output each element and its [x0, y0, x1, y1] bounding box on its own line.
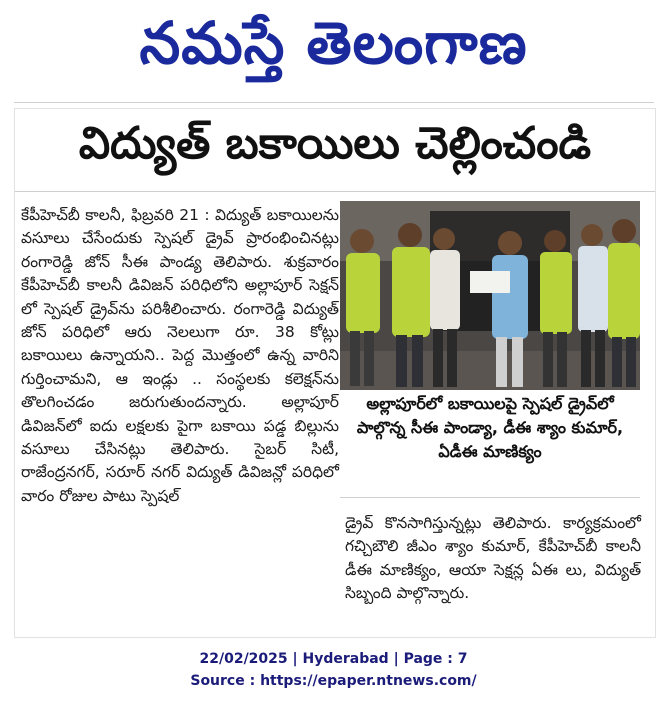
photo-illustration — [340, 201, 640, 390]
newspaper-title: నమస్తే తెలంగాణ — [139, 8, 528, 77]
source-link[interactable]: Source : https://epaper.ntnews.com/ — [190, 673, 477, 689]
headline-text: విద్యుత్ బకాయిలు చెల్లించండి — [78, 118, 592, 169]
article-body-column-2: డ్రైవ్ కొనసాగిస్తున్నట్లు తెలిపారు. కార్యక్రమంలో గచ్చిబౌలి జీఎం శ్యాం కుమార్, కేపీహెచ్‌బీ కాలనీ డీఈ మాణిక్యం, ఆయా సెక్షన్ల ఏఈ లు, విద్యుత్ సిబ్బంది పాల్గొన్నారు. — [345, 514, 641, 603]
article-body-column-1: కేపీహెచ్‌బీ కాలనీ, ఫిబ్రవరి 21 : విద్యుత్ బకాయిలను వసూలు చేసేందుకు స్పెషల్ డ్రైవ్ ప్రారంభించినట్లు రంగారెడ్డి జోన్ సీఈ పాండ్య తెలిపారు. శుక్రవారం కేపీహెచ్‌బీ కాలనీ డివిజన్ పరిధిలోని అల్లాపూర్ సెక్షన్ లో స్పెషల్ డ్రైవ్‌ను పరిశీలించారు. రంగారెడ్డి విద్యుత్ జోన్ పరిధిలో ఆరు నెలలుగా రూ. 38 కోట్లు బకాయిలు ఉన్నాయని.. పెద్ద మొత్తంలో ఉన్న వారిని గుర్తించామని, ఆ ఇండ్లు .. సంస్థలకు కలెక్షన్‌ను తొలగించడం జరుగుతుందన్నారు. అల్లాపూర్ డివిజన్‌లో ఐదు లక్షలకు పైగా బకాయి పడ్డ బిల్లును వసూలు చేసినట్లు తెలిపారు. సైబర్ సిటీ, రాజేంద్రనగర్, సరూర్ నగర్ విద్యుత్ డివిజన్లో పరిధిలో వారం రోజుల పాటు స్పెషల్ — [21, 206, 339, 505]
news-photo — [340, 201, 640, 390]
headline — [15, 109, 655, 189]
article-clipping — [14, 108, 656, 638]
headline-divider — [15, 191, 655, 192]
masthead-divider — [14, 102, 654, 103]
masthead — [0, 0, 667, 100]
footer — [0, 648, 667, 692]
photo-caption: అల్లాపూర్‌లో బకాయిలపై స్పెషల్ డ్రైవ్‌లో పాల్గొన్న సీఈ పాండ్యా, డీఈ శ్యాం కుమార్, ఏడీఈ మాణిక్యం — [356, 394, 624, 461]
edition-info: 22/02/2025 | Hyderabad | Page : 7 — [199, 651, 468, 667]
caption-divider — [340, 497, 640, 498]
